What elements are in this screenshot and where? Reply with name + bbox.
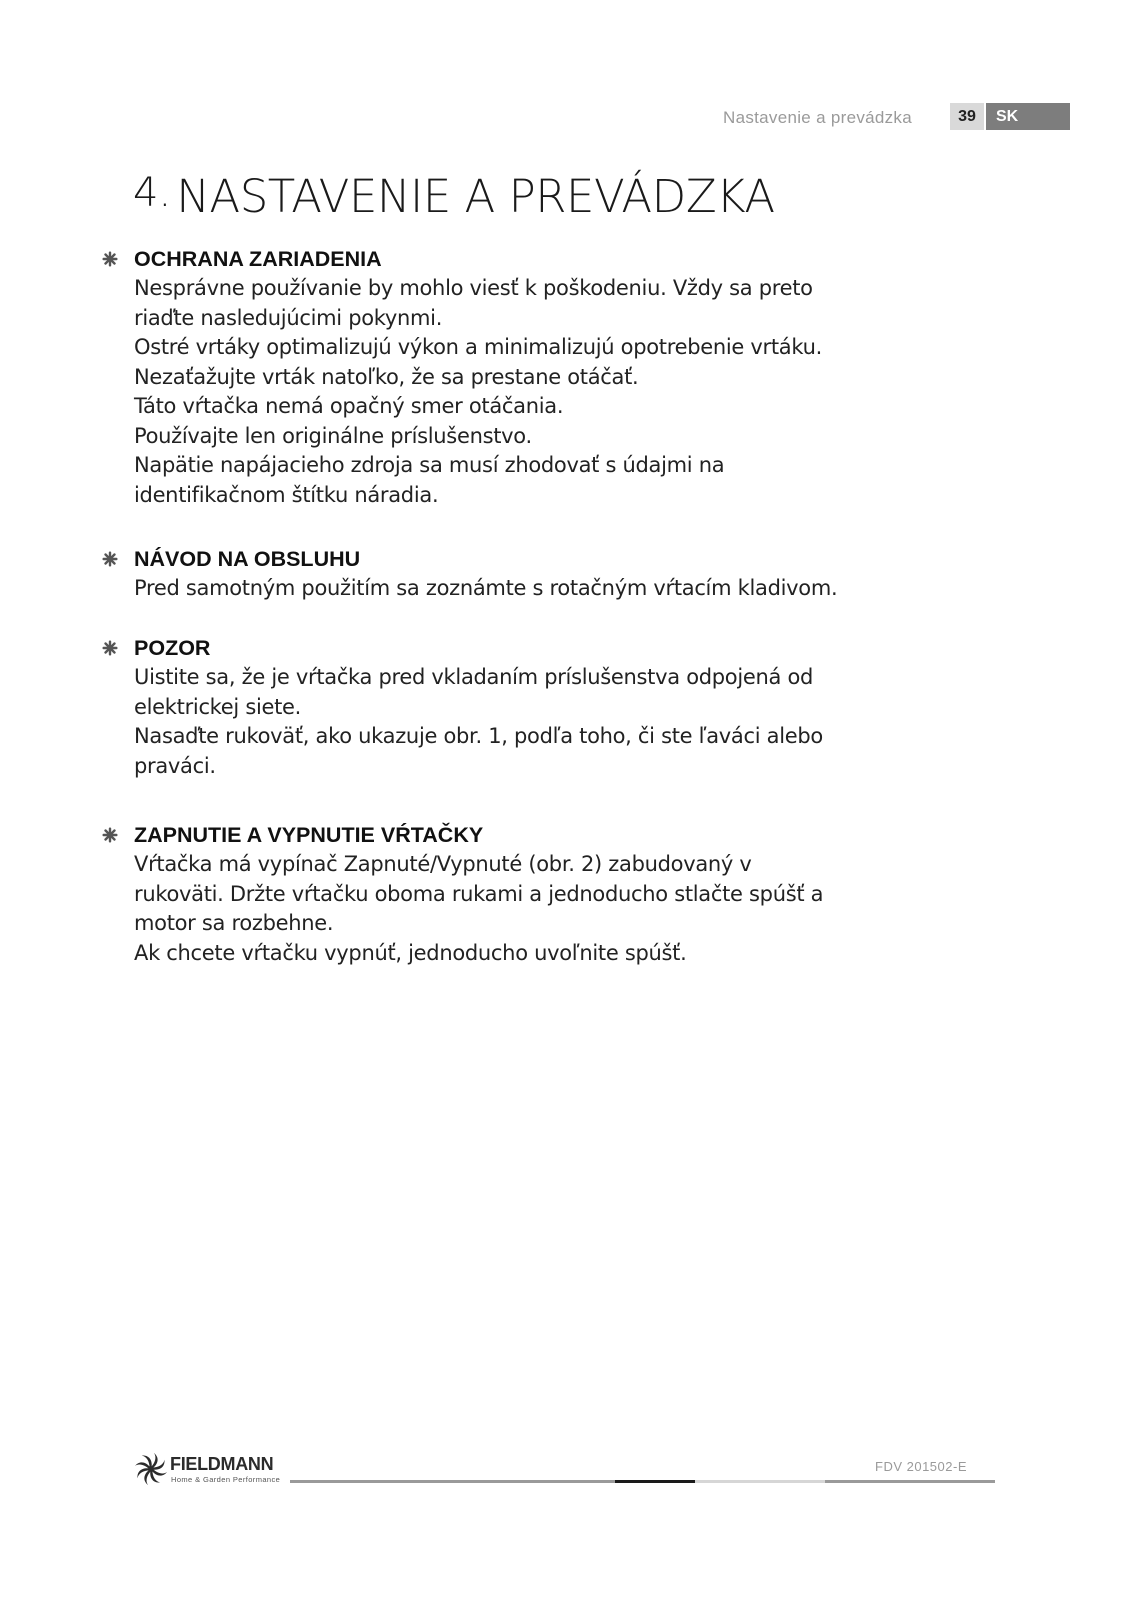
footer-tagline: Home & Garden Performance bbox=[171, 1475, 281, 1484]
text-line: Vŕtačka má vypínač Zapnuté/Vypnuté (obr. 2) zabudovaný v bbox=[134, 852, 752, 876]
fieldmann-logo-icon bbox=[134, 1452, 168, 1486]
section-heading: OCHRANA ZARIADENIA bbox=[134, 247, 382, 271]
footer-rule-segment bbox=[615, 1480, 695, 1483]
footer-rule-segment bbox=[825, 1480, 995, 1483]
gear-bullet-icon bbox=[102, 251, 118, 267]
text-line: elektrickej siete. bbox=[134, 694, 302, 719]
text-line: riaďte nasledujúcimi pokynmi. bbox=[134, 305, 443, 330]
document-code: FDV 201502-E bbox=[875, 1459, 967, 1474]
footer-brand-name: FIELDMANN bbox=[170, 1454, 274, 1474]
gear-bullet-icon bbox=[102, 827, 118, 843]
text-line: Uistite sa, že je vŕtačka pred vkladaním príslušenstva odpojená od bbox=[134, 665, 814, 689]
gear-bullet-icon bbox=[102, 551, 118, 567]
text-line: Ak chcete vŕtačku vypnúť, jednoducho uvoľnite spúšť. bbox=[134, 940, 687, 965]
text-line: Ostré vrtáky optimalizujú výkon a minimalizujú opotrebenie vrtáku. bbox=[134, 335, 822, 359]
section-pozor bbox=[102, 634, 1002, 781]
text-line: praváci. bbox=[134, 753, 216, 778]
text-line: Nasaďte rukoväť, ako ukazuje obr. 1, podľa toho, či ste ľaváci alebo bbox=[134, 724, 823, 748]
section-zapnutie-a-vypnutie bbox=[102, 821, 1002, 968]
text-line: Táto vŕtačka nemá opačný smer otáčania. bbox=[134, 394, 564, 418]
chapter-number: 4. bbox=[133, 170, 172, 216]
running-header-label: Nastavenie a prevádzka bbox=[723, 108, 912, 127]
text-line: Nezaťažujte vrták natoľko, že sa prestane otáčať. bbox=[134, 364, 639, 389]
section-ochrana-zariadenia bbox=[102, 245, 1002, 510]
text-line: motor sa rozbehne. bbox=[134, 911, 334, 935]
footer-rule-segment bbox=[695, 1480, 825, 1483]
text-line: Pred samotným použitím sa zoznámte s rotačným vŕtacím kladivom. bbox=[134, 576, 838, 600]
section-heading: NÁVOD NA OBSLUHU bbox=[134, 547, 361, 571]
text-line: identifikačnom štítku náradia. bbox=[134, 482, 439, 507]
chapter-title: NASTAVENIE A PREVÁDZKA bbox=[176, 170, 775, 223]
text-line: Používajte len originálne príslušenstvo. bbox=[134, 423, 532, 448]
page-number: 39 bbox=[950, 103, 984, 130]
text-line: Napätie napájacieho zdroja sa musí zhodovať s údajmi na bbox=[134, 453, 725, 477]
section-heading: POZOR bbox=[134, 636, 211, 660]
section-heading: ZAPNUTIE A VYPNUTIE VŔTAČKY bbox=[134, 823, 484, 847]
text-line: rukoväti. Držte vŕtačku oboma rukami a jednoducho stlačte spúšť a bbox=[134, 881, 824, 906]
chapter-heading bbox=[133, 170, 775, 223]
section-navod-na-obsluhu bbox=[102, 545, 1002, 604]
language-tab: SK bbox=[986, 103, 1070, 130]
footer-rule-segment bbox=[290, 1480, 615, 1483]
gear-bullet-icon bbox=[102, 640, 118, 656]
text-line: Nesprávne používanie by mohlo viesť k poškodeniu. Vždy sa preto bbox=[134, 276, 813, 300]
